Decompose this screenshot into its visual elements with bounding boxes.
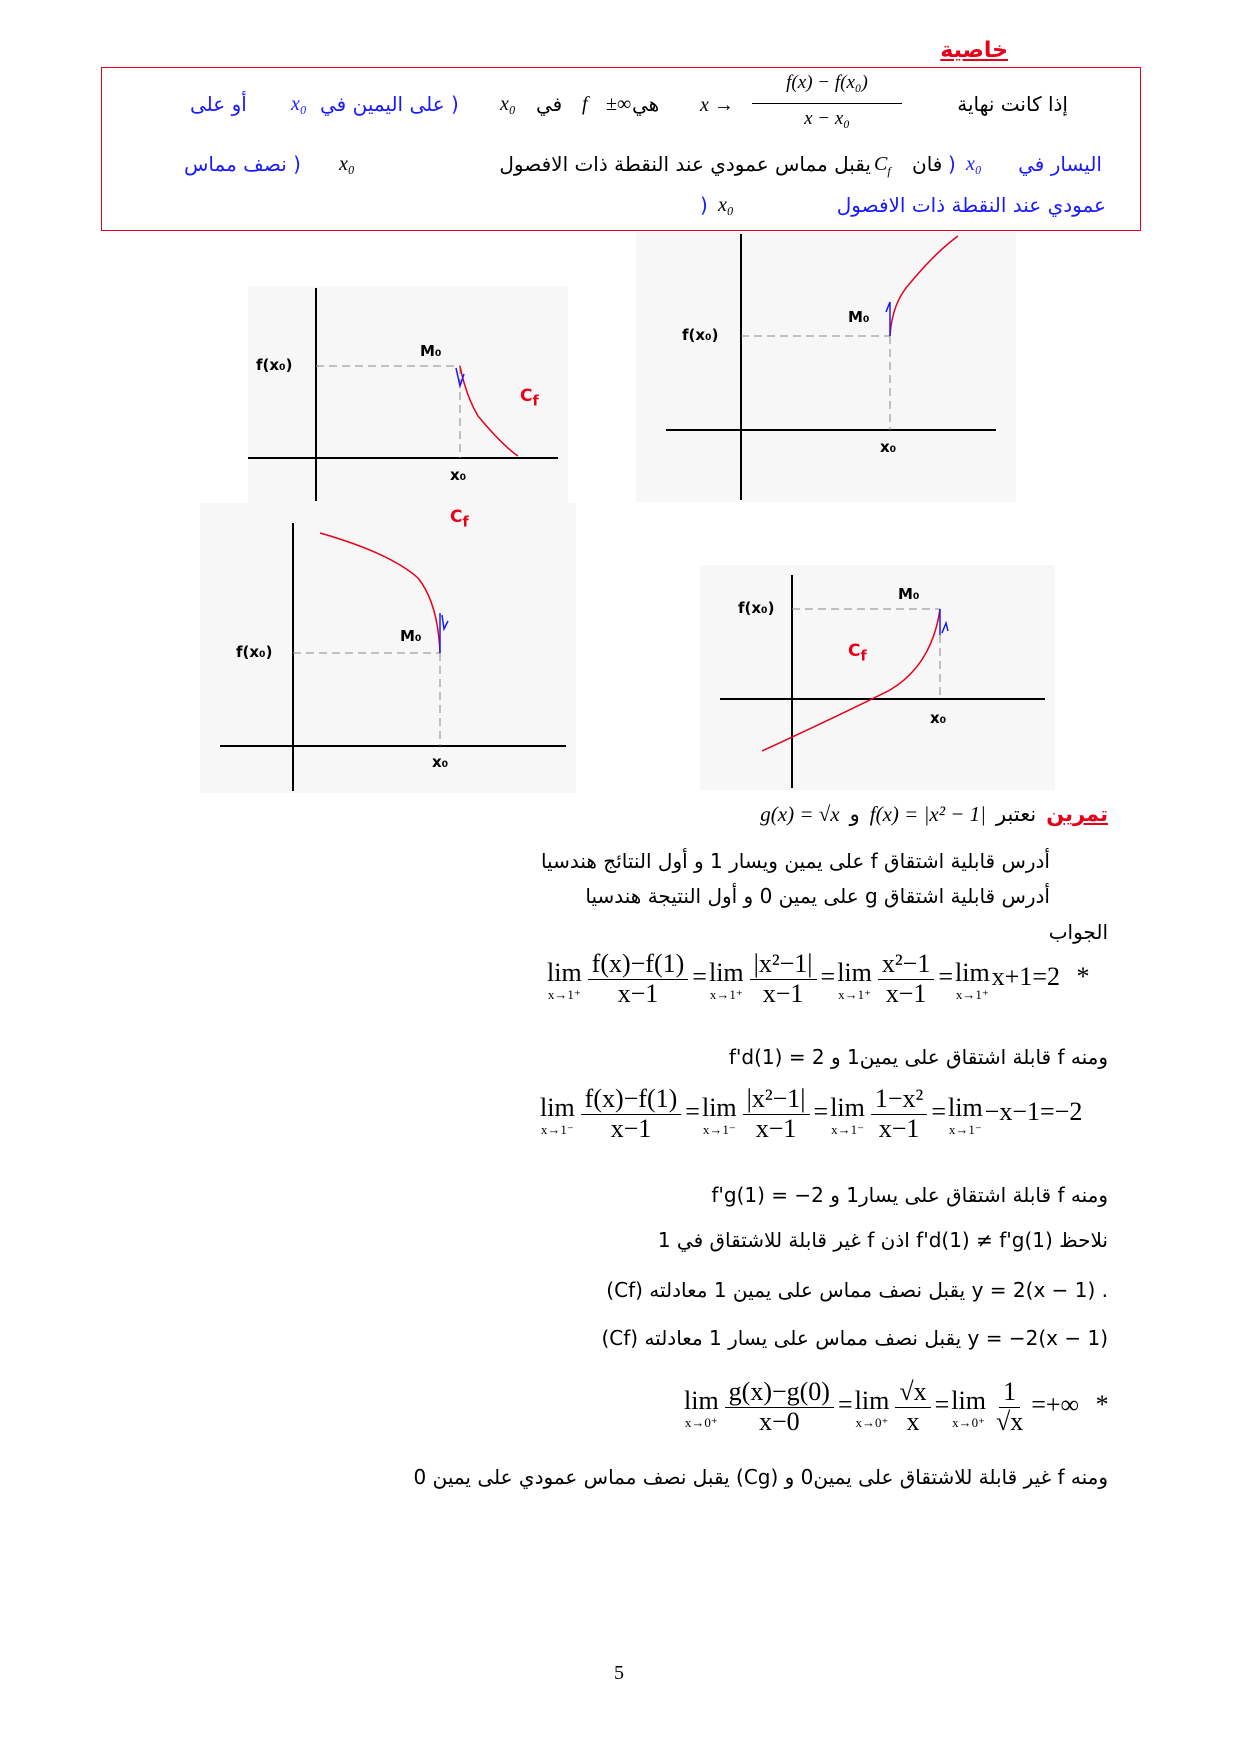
property-line2-blue-c: ( نصف مماس xyxy=(184,152,301,176)
property-frac-num: f(x) − f(x₀) xyxy=(786,72,868,93)
exercise-g-def: g(x) = √x xyxy=(760,802,840,826)
conclusion-2: ومنه f قابلة اشتقاق على يسار1 و f'g(1) = −2 xyxy=(711,1183,1108,1207)
property-frac-bar xyxy=(752,103,902,104)
property-inf: ±∞ xyxy=(606,93,632,115)
conclusion-6: ومنه f غير قابلة للاشتقاق على يمين0 و (Cg) يقبل نصف مماس عمودي على يمين 0 xyxy=(413,1465,1108,1489)
exercise-q1: أدرس قابلية اشتقاق f على يمين ويسار 1 و أول النتائج هندسيا xyxy=(540,849,1050,873)
property-line2-x0: x₀ xyxy=(966,153,982,175)
property-line3-x0: x₀ xyxy=(718,194,734,216)
property-f: f xyxy=(582,93,588,115)
property-line3-blue: عمودي عند النقطة ذات الافصول xyxy=(836,193,1106,217)
property-blue-x0: x₀ xyxy=(291,93,307,115)
property-line2-text-b: يقبل مماس عمودي عند النقطة ذات الافصول xyxy=(499,152,871,176)
figure-d-cf: $C_f$ xyxy=(848,641,867,665)
property-line3-paren: ) xyxy=(700,193,708,217)
figure-d xyxy=(700,565,1055,790)
exercise-intro: نعتبر xyxy=(995,802,1037,826)
conclusion-5: (Cf) يقبل نصف مماس على يسار 1 معادلته y = −2(x − 1) xyxy=(601,1326,1108,1350)
property-text-a: إذا كانت نهاية xyxy=(957,92,1068,116)
exercise-title: تمرين xyxy=(1046,802,1108,826)
figure-b-fx0: f(x₀) xyxy=(682,326,719,344)
property-line2-x0b: x₀ xyxy=(339,153,355,175)
equation-1: lim x→1⁺ $\frac{f(x)-f(1)}{x-1}$ = lim x→1⁺ $\frac{\text{|x²−1|}}{x-1}$ = lim x→1⁺ $\frac{\text{x²−1}}{x-1}$ = lim x→1⁺ x+1=2 * xyxy=(547,949,1090,1008)
figure-a xyxy=(248,286,568,506)
conclusion-4: (Cf) يقبل نصف مماس على يمين 1 معادلته y = 2(x − 1) . xyxy=(606,1278,1108,1302)
figure-d-x0: x₀ xyxy=(930,709,947,727)
property-line2-text: فان xyxy=(912,152,943,176)
conclusion-3: نلاحظ f'd(1) ≠ f'g(1) اذن f غير قابلة للاشتقاق في 1 xyxy=(657,1228,1108,1252)
equation-2: lim x→1⁻ $\frac{f(x)-f(1)}{x-1}$ = lim x→1⁻ $\frac{\text{|x²−1|}}{x-1}$ = lim x→1⁻ $\frac{\text{1−x²}}{x-1}$ = lim x→1⁻ −x−1=−2 xyxy=(540,1084,1083,1143)
property-text-b: هي xyxy=(632,92,660,116)
property-x0: x₀ xyxy=(500,93,516,115)
property-frac-den: x − x₀ xyxy=(804,108,850,129)
property-line2-paren: ) xyxy=(948,152,956,176)
figure-a-fx0: f(x₀) xyxy=(256,356,293,374)
exercise-q2: أدرس قابلية اشتقاق g على يمين 0 و أول النتيجة هندسيا xyxy=(585,884,1050,908)
figure-c-cf: $C_f$ xyxy=(450,507,469,531)
property-title: خاصية xyxy=(940,38,1008,63)
figure-c xyxy=(200,503,576,793)
exercise-and: و xyxy=(849,802,860,826)
equation-3: lim x→0⁺ $\frac{g(x)-g(0)}{x-0}$ = lim x→0⁺ $\frac{√x}{x}$ = lim x→0⁺ $\frac{1}{√x}$ =+∞ * xyxy=(684,1377,1109,1436)
figure-b-m0: M₀ xyxy=(848,308,870,326)
figure-b xyxy=(636,232,1016,502)
figure-b-x0: x₀ xyxy=(880,438,897,456)
figure-a-m0: M₀ xyxy=(420,342,442,360)
figure-c-x0: x₀ xyxy=(432,753,449,771)
property-blue-b: أو على xyxy=(190,92,247,116)
property-arrow: x → xyxy=(700,94,734,116)
answer-label: الجواب xyxy=(1048,920,1108,944)
property-blue-a: ( على اليمين في xyxy=(320,92,459,116)
figure-d-fx0: f(x₀) xyxy=(738,599,775,617)
property-text-c: في xyxy=(536,92,563,116)
figure-a-x0: x₀ xyxy=(450,466,467,484)
figure-c-m0: M₀ xyxy=(400,627,422,645)
figure-d-m0: M₀ xyxy=(898,585,920,603)
property-line2-cf: $C_f$ xyxy=(874,153,891,178)
property-line2-blue: اليسار في xyxy=(1018,152,1102,176)
exercise-f-def: f(x) = |x² − 1| xyxy=(869,802,986,826)
conclusion-1: ومنه f قابلة اشتقاق على يمين1 و f'd(1) = 2 xyxy=(728,1045,1108,1069)
exercise-header xyxy=(760,802,1108,827)
figure-b-plot xyxy=(636,232,1016,502)
figure-a-cf: $C_f$ xyxy=(520,386,539,410)
page-number: 5 xyxy=(614,1662,624,1684)
figure-c-fx0: f(x₀) xyxy=(236,643,273,661)
